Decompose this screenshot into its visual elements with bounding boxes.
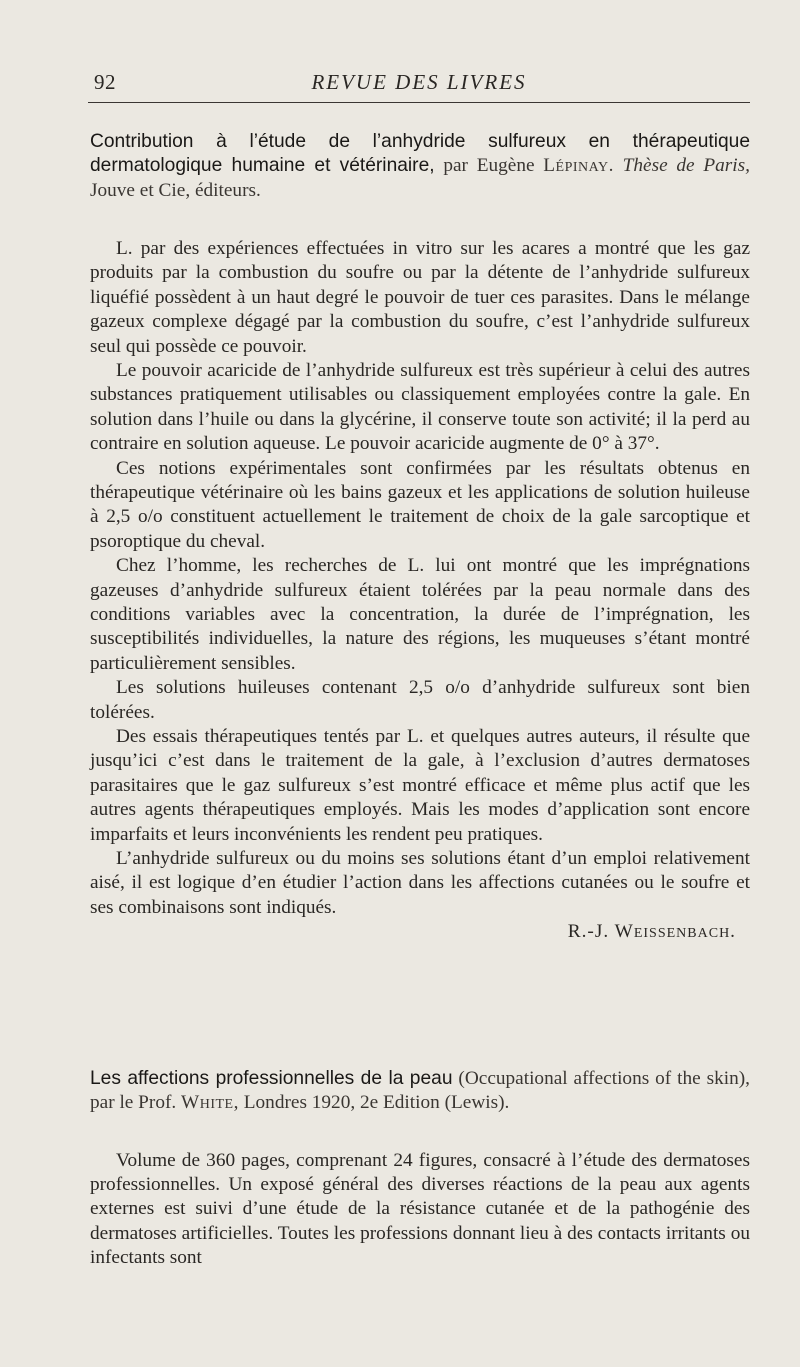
paragraph: Le pouvoir acaricide de l’anhydride sulfureux est très supérieur à celui des autres substances pratiquement utilisables ou classiquement employées contre la gale. En solution dans l’huile ou dans la glycérine, il conserve toute son activité; il la perd au contraire en solution aqueuse. Le pouvoir acaricide augmente de 0° à 37°.	[90, 359, 750, 455]
review-publisher: Londres 1920, 2e Edition (Lewis).	[243, 1092, 510, 1114]
review-subtitle: (Occupational affections of the skin), par le Prof.	[90, 1068, 750, 1114]
review-body	[90, 237, 750, 945]
review-sulfur-dioxide	[90, 130, 750, 945]
signature-name: R.-J. Weissenbach.	[567, 921, 736, 943]
paragraph: L. par des expériences effectuées in vitro sur les acares a montré que les gaz produits par la combustion du soufre ou par la détente de l’anhydride sulfureux liquéfié possèdent à un haut degré le pouvoir de tuer ces parasites. Dans le mélange gazeux complexe dégagé par la combustion du soufre, c’est l’anhydride sulfureux seul qui possède ce pouvoir.	[90, 237, 750, 357]
page-number: 92	[94, 70, 116, 94]
review-title: Les affections professionnelles de la peau	[90, 1068, 453, 1089]
review-title: Contribution à l’étude de l’anhydride sulfureux en thérapeutique dermatologique humaine et vétérinaire,	[90, 131, 750, 177]
review-body	[90, 1149, 750, 1271]
paragraph: Ces notions expérimentales sont confirmées par les résultats obtenus en thérapeutique vétérinaire où les bains gazeux et les applications de solution huileuse à 2,5 o/o constituent actuellement le traitement de choix de la gale sarcoptique et psoroptique du cheval.	[90, 457, 750, 552]
header-rule	[88, 102, 750, 103]
paragraph: Des essais thérapeutiques tentés par L. et quelques autres auteurs, il résulte que jusqu’ici c’est dans le traitement de la gale, à l’exclusion d’autres dermatoses parasitaires que le gaz sulfureux s’est montré efficace et même plus actif que les autres agents thérapeutiques employés. Mais les modes d’application sont encore imparfaits et leurs inconvénients les rendent peu pratiques.	[90, 726, 750, 845]
review-occupational-skin	[90, 1067, 750, 1271]
review-publication-title: Thèse de Paris,	[622, 155, 750, 177]
review-title-block	[90, 130, 750, 203]
paragraph: L’anhydride sulfureux ou du moins ses solutions étant d’un emploi relativement aisé, il est logique d’en étudier l’action dans les affections cutanées ou le soufre et ses combinaisons sont indiqués.	[90, 848, 750, 918]
review-title-block	[90, 1067, 750, 1116]
paragraph: Les solutions huileuses contenant 2,5 o/o d’anhydride sulfureux sont bien tolérées.	[90, 677, 750, 723]
review-by: par Eugène	[443, 155, 535, 177]
review-author: White,	[181, 1092, 239, 1114]
review-publisher: Jouve et Cie, éditeurs.	[90, 179, 261, 201]
review-author: Lépinay.	[543, 155, 614, 177]
paragraph: Volume de 360 pages, comprenant 24 figures, consacré à l’étude des dermatoses professionnelles. Un exposé général des diverses réactions de la peau aux agents externes est suivi d’une étude de la résistance cutanée et de la pathogénie des dermatoses artificielles. Toutes les professions donnant lieu à des contacts irritants ou infectants sont	[90, 1149, 750, 1269]
running-title: REVUE DES LIVRES	[311, 70, 527, 94]
page-header	[88, 64, 750, 104]
review-signature	[90, 920, 750, 944]
paragraph: Chez l’homme, les recherches de L. lui ont montré que les imprégnations gazeuses d’anhydride sulfureux étaient tolérées par la peau normale dans des conditions variables avec la concentration, la durée de l’imprégnation, les susceptibilités individuelles, la nature des régions, les muqueuses s’étant montré particulièrement sensibles.	[90, 555, 750, 674]
